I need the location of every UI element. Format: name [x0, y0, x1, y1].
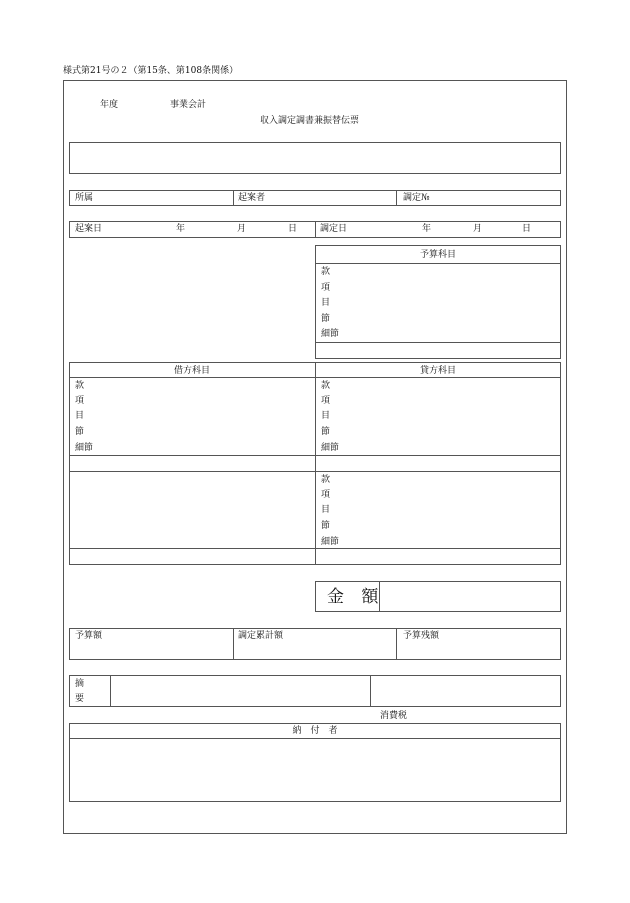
document-title: 収入調定調書兼振替伝票 [260, 116, 360, 126]
fiscal-year-label: 年度 [100, 100, 119, 110]
adjust-day-label: 日 [522, 224, 532, 234]
budget-item-kan: 款 [321, 267, 331, 277]
adjust-total-label: 調定累計額 [238, 631, 284, 641]
debit-item-setsu: 節 [75, 427, 85, 437]
payer-title: 納 付 者 [292, 726, 338, 736]
debit-item-kou: 項 [75, 396, 85, 406]
budget-item-setsu: 節 [321, 314, 331, 324]
credit-section-title: 貸方科目 [419, 366, 456, 376]
credit2-item-saisetsu: 細節 [321, 537, 340, 547]
credit-item-kou: 項 [321, 396, 331, 406]
summary-label-top: 摘 [75, 679, 85, 689]
amount-input[interactable] [381, 583, 559, 610]
budget-item-kou: 項 [321, 283, 331, 293]
credit2-item-kan: 款 [321, 475, 331, 485]
debit-section-title: 借方科目 [173, 366, 210, 376]
summary-label-bottom: 要 [75, 694, 85, 704]
account-label: 事業会計 [170, 100, 207, 110]
budget-amounts-row [69, 628, 561, 660]
credit2-item-moku: 目 [321, 505, 331, 515]
header-blank-box[interactable] [69, 142, 561, 174]
debit-item-moku: 目 [75, 411, 85, 421]
budget-item-saisetsu: 細節 [321, 329, 340, 339]
draft-day-label: 日 [288, 224, 298, 234]
adjust-no-label: 調定№ [403, 193, 430, 203]
payer-input[interactable] [71, 740, 559, 800]
draft-year-label: 年 [176, 224, 186, 234]
credit-item-kan: 款 [321, 381, 331, 391]
department-label: 所属 [75, 193, 94, 203]
consumption-tax-label: 消費税 [380, 711, 408, 721]
info-row [69, 190, 561, 206]
budget-amount-label: 予算額 [75, 631, 103, 641]
debit-item-saisetsu: 細節 [75, 443, 94, 453]
draft-date-label: 起案日 [75, 224, 103, 234]
summary-input[interactable] [112, 677, 368, 705]
adjust-year-label: 年 [422, 224, 432, 234]
draft-month-label: 月 [237, 224, 247, 234]
budget-item-moku: 目 [321, 298, 331, 308]
budget-section-title: 予算科目 [419, 250, 456, 260]
budget-remaining-label: 予算残額 [403, 631, 440, 641]
credit2-item-setsu: 節 [321, 521, 331, 531]
amount-label: 金 額 [327, 587, 385, 607]
credit-item-saisetsu: 細節 [321, 443, 340, 453]
credit-item-setsu: 節 [321, 427, 331, 437]
form-number-title: 様式第21号の２（第15条、第108条関係） [63, 66, 239, 76]
adjust-date-label: 調定日 [320, 224, 348, 234]
credit2-item-kou: 項 [321, 490, 331, 500]
drafter-label: 起案者 [238, 193, 266, 203]
debit-item-kan: 款 [75, 381, 85, 391]
adjust-month-label: 月 [473, 224, 483, 234]
credit-item-moku: 目 [321, 411, 331, 421]
